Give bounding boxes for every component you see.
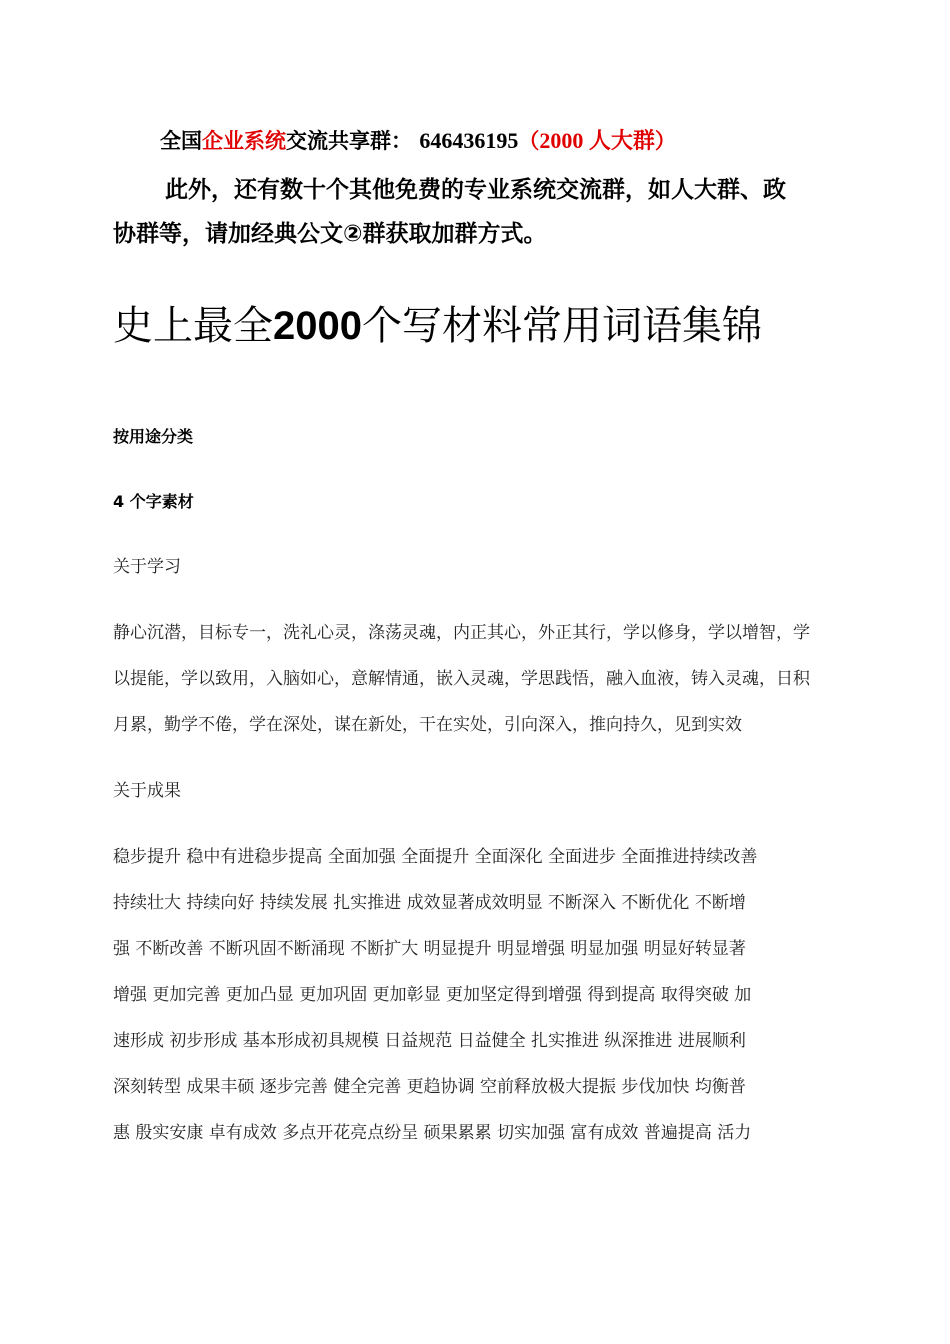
- title-number: 2000: [273, 304, 362, 348]
- promo-line: [160, 124, 676, 158]
- study-line: 静心沉潜，目标专一，洗礼心灵，涤荡灵魂，内正其心，外正其行，学以修身，学以增智，学: [113, 623, 810, 643]
- results-line: 稳步提升 稳中有进稳步提高 全面加强 全面提升 全面深化 全面进步 全面推进持续改善: [113, 847, 758, 867]
- paren-close: ）: [654, 128, 676, 153]
- subheading-by-use: 按用途分类: [113, 427, 194, 446]
- title-after: 个写材料常用词语集锦: [361, 303, 762, 349]
- promo-middle: 交流共享群：: [286, 128, 412, 153]
- section-heading-results: 关于成果: [113, 781, 181, 801]
- paren-open: （: [518, 128, 540, 153]
- promo-prefix: 全国: [160, 128, 202, 153]
- title-before: 史上最全: [113, 303, 273, 349]
- results-line: 深刻转型 成果丰硕 逐步完善 健全完善 更趋协调 空前释放极大提振 步伐加快 均衡普: [113, 1077, 746, 1097]
- results-line: 持续壮大 持续向好 持续发展 扎实推进 成效显著成效明显 不断深入 不断优化 不断增: [113, 893, 746, 913]
- section-heading-study: 关于学习: [113, 557, 181, 577]
- notice-line-1: 此外，还有数十个其他免费的专业系统交流群，如人大群、政: [165, 177, 786, 203]
- group-size: 2000 人大群: [539, 128, 655, 153]
- study-line: 以提能，学以致用，入脑如心，意解情通，嵌入灵魂，学思践悟，融入血液，铸入灵魂，日积: [113, 669, 810, 689]
- promo-highlight: 企业系统: [202, 128, 286, 153]
- subheading-four-char: 4 个字素材: [113, 492, 194, 511]
- results-line: 强 不断改善 不断巩固不断涌现 不断扩大 明显提升 明显增强 明显加强 明显好转显著: [113, 939, 746, 959]
- notice-line-2: 协群等，请加经典公文②群获取加群方式。: [113, 221, 547, 247]
- results-line: 惠 殷实安康 卓有成效 多点开花亮点纷呈 硕果累累 切实加强 富有成效 普遍提高 活力: [113, 1123, 752, 1143]
- results-line: 增强 更加完善 更加凸显 更加巩固 更加彰显 更加坚定得到增强 得到提高 取得突破 加: [113, 985, 752, 1005]
- results-line: 速形成 初步形成 基本形成初具规模 日益规范 日益健全 扎实推进 纵深推进 进展顺利: [113, 1031, 746, 1051]
- page-title: [113, 296, 762, 356]
- group-number: 646436195: [419, 128, 519, 153]
- study-line: 月累，勤学不倦，学在深处，谋在新处，干在实处，引向深入，推向持久，见到实效: [113, 715, 742, 735]
